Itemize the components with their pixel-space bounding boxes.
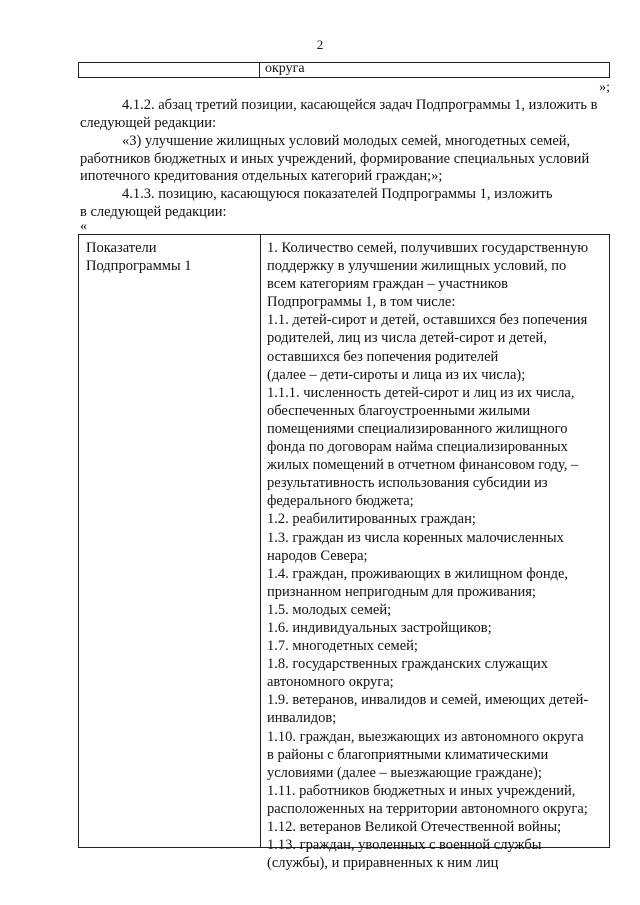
indicators-list-cell [267, 239, 607, 872]
indicator-line: всем категориям граждан – участников [267, 276, 508, 293]
indicator-line: 1.3. граждан из числа коренных малочисленных [267, 529, 564, 546]
indicator-line: 1.8. государственных гражданских служащих [267, 656, 549, 673]
indicator-line: (далее – дети-сироты и лица из их числа); [267, 366, 526, 383]
indicator-line: оставшихся без попечения родителей [267, 348, 499, 365]
continued-table-row [78, 62, 610, 78]
paragraph-line: ипотечного кредитования отдельных категорий граждан;»; [80, 168, 443, 184]
page-number: 2 [316, 37, 324, 52]
indicator-line: 1.7. многодетных семей; [267, 638, 418, 655]
indicator-line: 1.13. граждан, уволенных с военной службы [267, 837, 542, 854]
indicator-line: условиями (далее – выезжающие граждане); [267, 764, 542, 781]
indicator-line: 1.9. ветеранов, инвалидов и семей, имеющих детей- [267, 692, 589, 709]
indicator-line: 1.10. граждан, выезжающих из автономного округа [267, 728, 584, 745]
indicator-line: поддержку в улучшении жилищных условий, по [267, 258, 567, 275]
indicator-line: федерального бюджета; [267, 493, 414, 510]
table-cell-text: округа [265, 61, 305, 76]
paragraph-4-1-3 [80, 186, 610, 221]
indicator-line: жилых помещений в отчетном финансовом году, – [267, 457, 579, 474]
indicator-line: в районы с благоприятными климатическими [267, 746, 549, 763]
quoted-amendment [80, 133, 610, 186]
indicator-line: 1.1. детей-сирот и детей, оставшихся без попечения [267, 312, 588, 329]
indicator-line: 1.11. работников бюджетных и иных учреждений, [267, 782, 576, 799]
header-line: Подпрограммы 1 [86, 258, 192, 274]
table-column-divider [259, 63, 260, 77]
indicator-line: 1.6. индивидуальных застройщиков; [267, 619, 492, 636]
indicator-line: инвалидов; [267, 710, 337, 727]
indicators-header-cell [86, 239, 192, 275]
paragraph-line: «3) улучшение жилищных условий молодых семей, многодетных семей, [122, 133, 571, 149]
indicator-line: родителей, лиц из числа детей-сирот и детей, [267, 330, 547, 347]
indicator-line: (службы), и приравненных к ним лиц [267, 855, 499, 872]
indicator-line: 1.12. ветеранов Великой Отечественной войны; [267, 819, 562, 835]
paragraph-line: 4.1.3. позицию, касающуюся показателей Подпрограммы 1, изложить [122, 186, 553, 202]
paragraph-line: работников бюджетных и иных учреждений, формирование специальных условий [80, 150, 590, 167]
indicator-line: 1. Количество семей, получивших государственную [267, 240, 589, 256]
closing-quote: »; [599, 80, 610, 95]
indicator-line: автономного округа; [267, 674, 394, 691]
paragraph-line: следующей редакции: [80, 114, 217, 131]
indicator-line: результативность использования субсидии из [267, 475, 548, 492]
table-column-divider [260, 235, 261, 847]
indicator-line: обеспеченных благоустроенными жилыми [267, 402, 531, 419]
indicator-line: Подпрограммы 1, в том числе: [267, 294, 456, 311]
indicator-line: помещениями специализированного жилищного [267, 420, 568, 437]
opening-quote: « [80, 219, 87, 234]
indicator-line: расположенных на территории автономного округа; [267, 800, 588, 817]
indicator-line: 1.4. граждан, проживающих в жилищном фонде, [267, 565, 569, 582]
indicator-line: 1.2. реабилитированных граждан; [267, 511, 476, 528]
indicator-line: 1.5. молодых семей; [267, 601, 392, 618]
indicators-table [78, 234, 610, 872]
header-line: Показатели [86, 240, 157, 256]
paragraph-line: 4.1.2. абзац третий позиции, касающейся задач Подпрограммы 1, изложить в [122, 97, 598, 113]
indicator-line: фонда по договорам найма специализированных [267, 439, 568, 456]
paragraph-4-1-2 [80, 97, 610, 132]
indicator-line: народов Севера; [267, 547, 368, 564]
indicator-line: 1.1.1. численность детей-сирот и лиц из их числа, [267, 384, 575, 401]
paragraph-line: в следующей редакции: [80, 203, 227, 220]
indicator-line: признанном непригодным для проживания; [267, 583, 536, 600]
